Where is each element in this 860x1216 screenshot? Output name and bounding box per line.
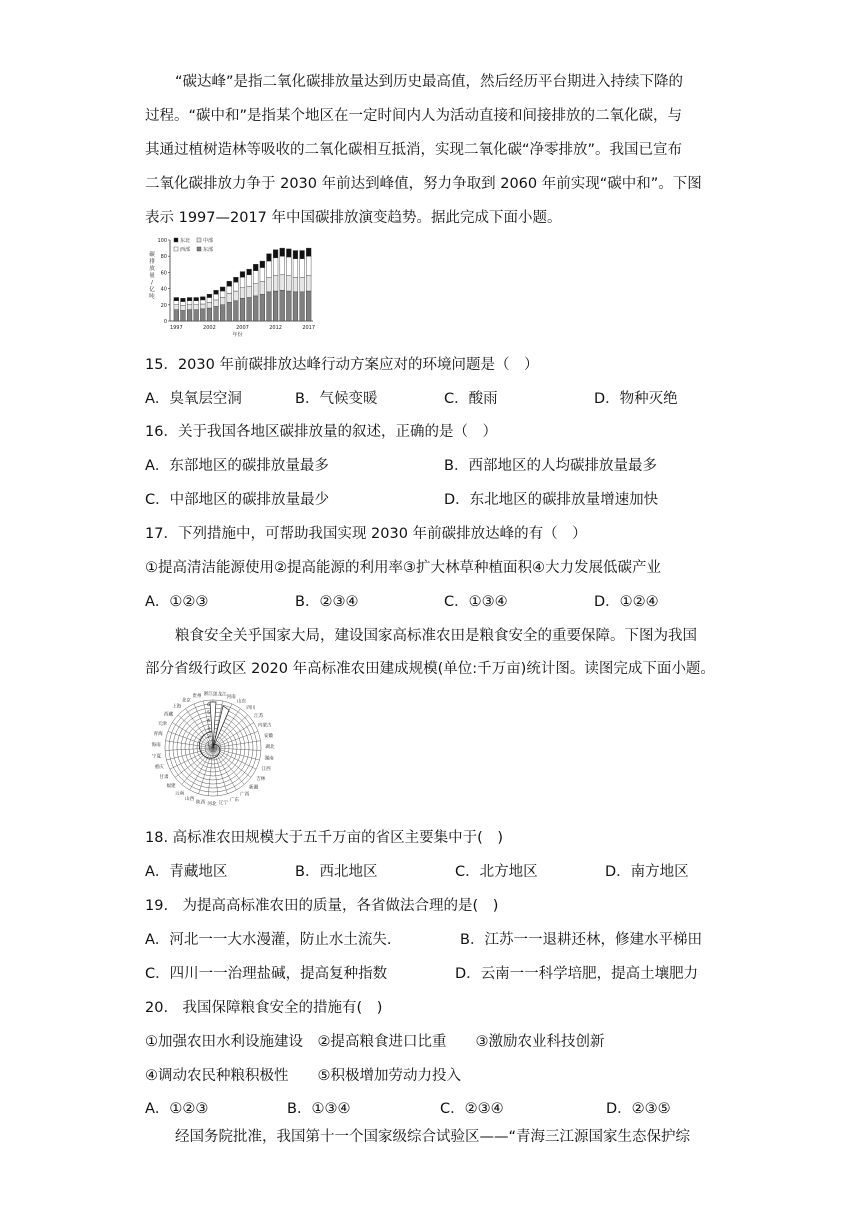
farmland-radar-chart	[143, 688, 283, 808]
bar-segment-西部	[207, 298, 212, 303]
bar-segment-东部	[207, 308, 212, 321]
bar-segment-西部	[247, 275, 252, 286]
radar-province-label: 云南	[174, 791, 185, 797]
radar-ring-label: 1	[207, 743, 210, 748]
passage1-line3: 其通过植树造林等吸收的二氧化碳相互抵消，实现二氧化碳“净零排放”。我国已宣布	[145, 142, 683, 158]
bar-segment-东北	[253, 264, 258, 270]
bar-segment-西部	[240, 277, 245, 288]
bar-segment-中部	[306, 276, 311, 291]
bar-segment-东北	[280, 248, 285, 256]
bar-segment-中部	[267, 277, 272, 292]
radar-province-label: 江苏	[254, 714, 264, 720]
radar-province-label: 四川	[246, 705, 256, 711]
radar-province-label: 西藏	[163, 712, 174, 718]
radar-province-label: 山西	[184, 797, 195, 803]
bar-segment-东部	[247, 298, 252, 321]
radar-province-label: 甘肃	[159, 775, 169, 781]
bar-segment-东部	[200, 309, 205, 321]
bar-segment-西部	[194, 301, 199, 305]
radar-province-label: 贵州	[192, 694, 202, 700]
bar-segment-东北	[247, 269, 252, 275]
passage1-line4: 二氧化碳排放力争于 2030 年前达到峰值，努力争取到 2060 年前实现“碳中和”。下图	[145, 176, 702, 192]
bar-segment-东北	[286, 249, 291, 257]
q16-option-b[interactable]: B．西部地区的人均碳排放量最多	[444, 458, 657, 474]
y-axis-label-char: 排	[149, 259, 155, 265]
y-tick-label: 20	[160, 302, 167, 309]
q17-option-b[interactable]: B．②③④	[295, 594, 359, 610]
radar-province-label: 海南	[151, 743, 161, 749]
legend-label: 东部	[203, 247, 214, 253]
bar-segment-东北	[293, 251, 298, 259]
q15-option-a[interactable]: A．臭氧层空洞	[145, 391, 242, 407]
bar-segment-中部	[293, 277, 298, 292]
bar-segment-西部	[293, 259, 298, 278]
q15-stem: 15．2030 年前碳排放达峰行动方案应对的环境问题是（ ）	[145, 357, 539, 373]
bar-segment-东北	[273, 250, 278, 258]
bar-segment-中部	[200, 304, 205, 309]
radar-spoke	[194, 704, 213, 748]
bar-segment-中部	[286, 276, 291, 291]
bar-segment-中部	[280, 275, 285, 290]
y-axis-label-char: 亿	[149, 287, 155, 293]
bar-segment-东北	[181, 298, 186, 301]
bar-segment-西部	[200, 300, 205, 304]
bar-segment-东部	[174, 310, 179, 321]
bar-segment-东北	[227, 281, 232, 286]
bar-segment-东部	[267, 292, 272, 321]
bar-segment-东部	[233, 301, 238, 321]
x-tick-label: 2017	[302, 325, 316, 331]
farmland-radar-chart-svg	[143, 688, 283, 808]
bar-segment-西部	[267, 261, 272, 277]
x-tick-label: 2012	[269, 325, 282, 331]
radar-province-label: 内蒙古	[257, 723, 272, 729]
q16-stem: 16．关于我国各地区碳排放量的叙述，正确的是（ ）	[145, 424, 497, 440]
y-axis-label-char: /	[151, 280, 153, 286]
passage1-line5: 表示 1997—2017 年中国碳排放演变趋势。据此完成下面小题。	[145, 210, 562, 226]
bar-segment-东部	[306, 291, 311, 321]
passage3-line1: 经国务院批准，我国第十一个国家级综合试验区——“青海三江源国家生态保护综	[175, 1129, 691, 1145]
bar-segment-东北	[214, 290, 219, 294]
bar-segment-西部	[273, 258, 278, 276]
bar-segment-东北	[200, 297, 205, 300]
bar-segment-东部	[300, 292, 305, 321]
y-tick-label: 80	[160, 254, 167, 261]
bar-segment-中部	[194, 305, 199, 310]
q17-option-c[interactable]: C．①③④	[444, 594, 508, 610]
y-tick-label: 0	[163, 319, 167, 325]
q20-stem: 20. 我国保障粮食安全的措施有( )	[145, 1000, 383, 1016]
q17-stem: 17．下列措施中，可帮助我国实现 2030 年前碳排放达峰的有（ ）	[145, 526, 587, 542]
bar-segment-东北	[187, 298, 192, 301]
passage2-line1: 粮食安全关乎国家大局，建设国家高标准农田是粮食安全的重要保障。下图为我国	[175, 628, 697, 644]
q17-items: ①提高清洁能源使用②提高能源的利用率③扩大林草种植面积④大力发展低碳产业	[145, 560, 661, 576]
bar-segment-东北	[240, 272, 245, 278]
legend-swatch	[174, 238, 178, 242]
radar-province-label: 河南	[226, 694, 236, 700]
radar-province-label: 浙江	[203, 692, 213, 698]
q16-option-d[interactable]: D．东北地区的碳排放量增速加快	[444, 492, 659, 508]
legend-swatch	[174, 247, 178, 251]
bar-segment-东北	[306, 248, 311, 256]
legend-label: 中部	[203, 238, 214, 244]
bar-segment-中部	[240, 288, 245, 299]
passage1-line2: 过程。“碳中和”是指某个地区在一定时间内人为活动直接和间接排放的二氧化碳，与	[145, 108, 683, 124]
q19-stem: 19. 为提高高标准农田的质量，各省做法合理的是( )	[145, 898, 499, 914]
radar-ring-label: 4	[207, 719, 210, 724]
radar-province-label: 陕西	[195, 800, 206, 806]
q15-option-c[interactable]: C．酸雨	[444, 391, 498, 407]
radar-province-label: 湖南	[264, 756, 274, 762]
bar-segment-东部	[220, 305, 225, 321]
q16-option-c[interactable]: C．中部地区的碳排放量最少	[145, 492, 330, 508]
bar-segment-东北	[260, 261, 265, 267]
bar-segment-西部	[187, 301, 192, 305]
bar-segment-中部	[227, 293, 232, 302]
q20-items-line2: ④调动农民种粮积极性 ⑤积极增加劳动力投入	[145, 1068, 461, 1084]
x-tick-label: 2007	[236, 325, 249, 331]
passage2-line2: 部分省级行政区 2020 年高标准农田建成规模(单位:千万亩)统计图。读图完成下面小题。	[145, 661, 715, 677]
bar-segment-中部	[220, 298, 225, 305]
radar-province-label: 宁夏	[151, 754, 162, 760]
radar-province-label: 河北	[207, 801, 217, 807]
bar-segment-东部	[260, 294, 265, 321]
bar-segment-西部	[253, 271, 258, 284]
q18-option-b[interactable]: B．西北地区	[295, 864, 378, 880]
radar-province-label: 山东	[236, 699, 247, 705]
bar-segment-中部	[260, 281, 265, 294]
bar-segment-东部	[181, 310, 186, 321]
q18-option-d[interactable]: D．南方地区	[605, 864, 689, 880]
bar-segment-西部	[220, 291, 225, 297]
bar-segment-东北	[220, 287, 225, 291]
bar-segment-东部	[273, 291, 278, 321]
q16-option-a[interactable]: A．东部地区的碳排放量最多	[145, 458, 329, 474]
radar-province-label: 北京	[181, 698, 191, 704]
bar-segment-东部	[214, 306, 219, 321]
bar-segment-中部	[214, 300, 219, 306]
bar-segment-东部	[293, 292, 298, 321]
y-tick-label: 60	[160, 270, 167, 277]
bar-segment-东部	[227, 302, 232, 321]
radar-province-label: 安徽	[263, 734, 274, 740]
radar-province-label: 天津	[157, 721, 167, 727]
q18-stem: 18. 高标准农田规模大于五千万亩的省区主要集中于( )	[145, 830, 503, 846]
passage1-line1: “碳达峰”是指二氧化碳排放量达到历史最高值，然后经历平台期进入持续下降的	[175, 74, 684, 90]
legend-label: 东北	[180, 238, 191, 244]
bar-segment-中部	[273, 276, 278, 291]
x-axis-label: 年份	[232, 332, 243, 338]
radar-province-label: 吉林	[256, 776, 266, 782]
bar-segment-西部	[300, 259, 305, 278]
y-axis-label-char: 碳	[149, 252, 155, 258]
q19-option-a[interactable]: A．河北一一大水漫灌，防止水土流失.	[145, 932, 392, 948]
bar-segment-中部	[207, 302, 212, 308]
radar-ring-label: 2	[207, 735, 210, 740]
bar-segment-中部	[300, 277, 305, 292]
bar-segment-中部	[174, 305, 179, 310]
radar-province-label: 上海	[172, 704, 182, 710]
bar-segment-西部	[181, 302, 186, 306]
bar-segment-西部	[306, 256, 311, 275]
carbon-emission-chart-svg	[143, 234, 323, 346]
bar-segment-东北	[233, 277, 238, 282]
radar-province-label: 重庆	[154, 765, 164, 771]
bar-segment-中部	[181, 306, 186, 311]
q19-option-c[interactable]: C．四川一一治理盐碱，提高复种指数	[145, 966, 388, 982]
radar-province-label: 黑龙江	[212, 692, 227, 698]
q20-option-c[interactable]: C．②③④	[440, 1101, 504, 1117]
q20-items-line1: ①加强农田水利设施建设 ②提高粮食进口比重 ③激励农业科技创新	[145, 1034, 605, 1050]
bar-segment-西部	[233, 282, 238, 291]
radar-province-label: 广西	[240, 792, 250, 798]
radar-province-label: 江西	[261, 767, 271, 773]
q20-option-b[interactable]: B．①③④	[287, 1101, 351, 1117]
radar-province-label: 新疆	[248, 785, 259, 791]
carbon-emission-chart	[143, 234, 323, 346]
bar-segment-东北	[267, 254, 272, 261]
bar-segment-西部	[260, 268, 265, 282]
legend-swatch	[197, 238, 201, 242]
y-tick-label: 40	[160, 286, 167, 293]
radar-province-label: 湖北	[265, 745, 275, 751]
bar-segment-西部	[280, 256, 285, 275]
q15-option-b[interactable]: B．气候变暖	[295, 391, 378, 407]
y-axis-label-char: 量	[149, 273, 155, 279]
q17-option-a[interactable]: A．①②③	[145, 594, 209, 610]
bar-segment-东部	[253, 296, 258, 321]
q15-option-d[interactable]: D．物种灭绝	[594, 391, 678, 407]
bar-segment-东北	[174, 298, 179, 301]
bar-segment-西部	[286, 257, 291, 276]
q19-option-b[interactable]: B．江苏一一退耕还林，修建水平梯田	[460, 932, 702, 948]
bar-segment-中部	[247, 286, 252, 297]
radar-province-label: 青海	[153, 732, 163, 738]
radar-province-label: 辽宁	[218, 801, 229, 807]
bar-segment-东北	[194, 298, 199, 301]
q17-option-d[interactable]: D．①②④	[594, 594, 659, 610]
bar-segment-中部	[253, 284, 258, 296]
legend-swatch	[197, 247, 201, 251]
bar-segment-东部	[187, 310, 192, 321]
radar-province-label: 福建	[166, 784, 176, 790]
bar-segment-东部	[286, 291, 291, 321]
y-axis-label-char: 放	[149, 266, 155, 272]
q20-option-a[interactable]: A．①②③	[145, 1101, 209, 1117]
bar-segment-东部	[194, 310, 199, 321]
bar-segment-东部	[240, 298, 245, 321]
q20-option-d[interactable]: D．②③⑤	[606, 1101, 671, 1117]
bar-segment-东北	[300, 251, 305, 259]
bar-segment-东北	[207, 294, 212, 297]
bar-segment-西部	[227, 286, 232, 293]
y-axis-label-char: 吨	[149, 294, 155, 300]
radar-province-label: 广东	[229, 797, 240, 803]
legend-label: 西部	[180, 247, 191, 253]
q18-option-a[interactable]: A．青藏地区	[145, 864, 228, 880]
q18-option-c[interactable]: C．北方地区	[455, 864, 538, 880]
x-tick-label: 1997	[169, 325, 183, 331]
y-tick-label: 100	[157, 238, 167, 244]
radar-ring-label: 5	[207, 711, 210, 716]
q19-option-d[interactable]: D．云南一一科学培肥，提高土壤肥力	[455, 966, 699, 982]
bar-segment-西部	[174, 301, 179, 305]
radar-ring-label: 6	[207, 703, 210, 708]
bar-segment-西部	[214, 294, 219, 300]
radar-ring-label: 3	[207, 727, 210, 732]
x-tick-label: 2002	[203, 325, 216, 331]
bar-segment-东部	[280, 290, 285, 321]
bar-segment-中部	[187, 305, 192, 310]
bar-segment-中部	[233, 291, 238, 301]
